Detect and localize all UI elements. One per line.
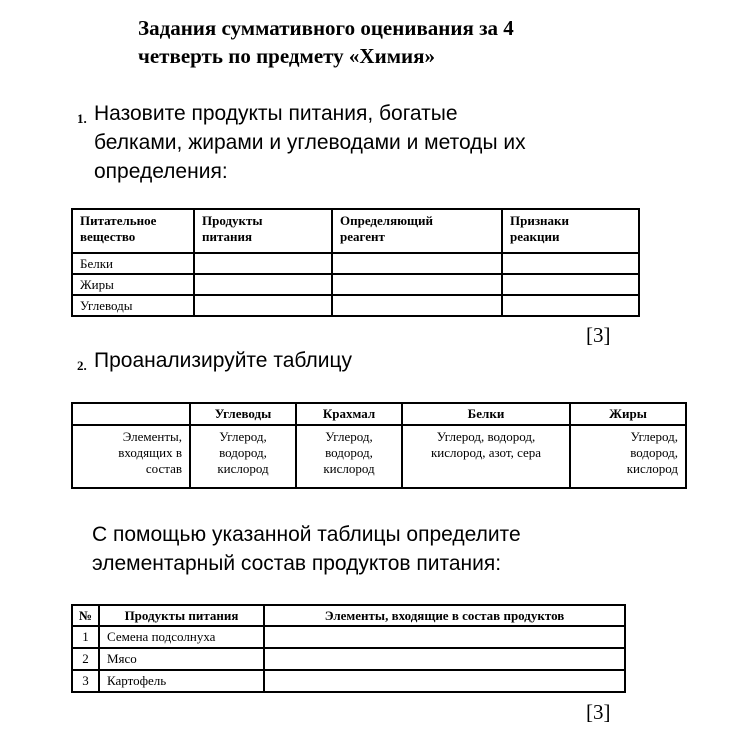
row-label: Элементы, входящих в состав <box>72 425 190 488</box>
column-header: Определяющий реагент <box>332 209 502 253</box>
table-row <box>72 274 639 295</box>
table-row <box>72 626 625 648</box>
row-label: Жиры <box>72 274 194 295</box>
task3-text: С помощью указанной таблицы определите элементарный состав продуктов питания: <box>92 523 521 575</box>
column-header: Углеводы <box>190 403 296 425</box>
column-header: № <box>72 605 99 626</box>
column-header: Жиры <box>570 403 686 425</box>
row-number: 1 <box>72 626 99 648</box>
answer-cell[interactable] <box>502 253 639 274</box>
document-title: Задания суммативного оценивания за 4 четверть по предмету «Химия» <box>138 16 514 68</box>
task3-table <box>71 604 626 693</box>
column-header: Крахмал <box>296 403 402 425</box>
column-header: Продукты питания <box>194 209 332 253</box>
task1-number: 1. <box>77 111 87 126</box>
column-header: Белки <box>402 403 570 425</box>
answer-cell[interactable] <box>264 648 625 670</box>
column-header: Признаки реакции <box>502 209 639 253</box>
answer-cell[interactable] <box>264 670 625 692</box>
task2-number: 2. <box>77 358 87 373</box>
row-label: Углеводы <box>72 295 194 316</box>
answer-cell[interactable] <box>264 626 625 648</box>
answer-cell[interactable] <box>502 295 639 316</box>
column-header: Питательное вещество <box>72 209 194 253</box>
table-row <box>72 670 625 692</box>
row-number: 3 <box>72 670 99 692</box>
answer-cell[interactable] <box>194 274 332 295</box>
table-cell: Углерод, водород, кислород <box>570 425 686 488</box>
table-row <box>72 425 686 488</box>
row-label: Белки <box>72 253 194 274</box>
task2-table <box>71 402 687 489</box>
task3-score: [3] <box>586 700 611 724</box>
table-cell: Углерод, водород, кислород, азот, сера <box>402 425 570 488</box>
product-name: Мясо <box>99 648 264 670</box>
table-header-row <box>72 209 639 253</box>
column-header <box>72 403 190 425</box>
answer-cell[interactable] <box>332 274 502 295</box>
table-cell: Углерод, водород, кислород <box>190 425 296 488</box>
answer-cell[interactable] <box>332 295 502 316</box>
product-name: Картофель <box>99 670 264 692</box>
task1-score: [3] <box>586 323 611 347</box>
table-header-row <box>72 605 625 626</box>
table-row <box>72 295 639 316</box>
task2-text: Проанализируйте таблицу <box>94 349 352 372</box>
table-header-row <box>72 403 686 425</box>
answer-cell[interactable] <box>194 253 332 274</box>
table-cell: Углерод, водород, кислород <box>296 425 402 488</box>
table-row <box>72 648 625 670</box>
row-number: 2 <box>72 648 99 670</box>
column-header: Элементы, входящие в состав продуктов <box>264 605 625 626</box>
task1-text: Назовите продукты питания, богатые белками, жирами и углеводами и методы их определения: <box>94 102 526 183</box>
task1-table <box>71 208 640 317</box>
column-header: Продукты питания <box>99 605 264 626</box>
table-row <box>72 253 639 274</box>
answer-cell[interactable] <box>332 253 502 274</box>
answer-cell[interactable] <box>502 274 639 295</box>
answer-cell[interactable] <box>194 295 332 316</box>
product-name: Семена подсолнуха <box>99 626 264 648</box>
